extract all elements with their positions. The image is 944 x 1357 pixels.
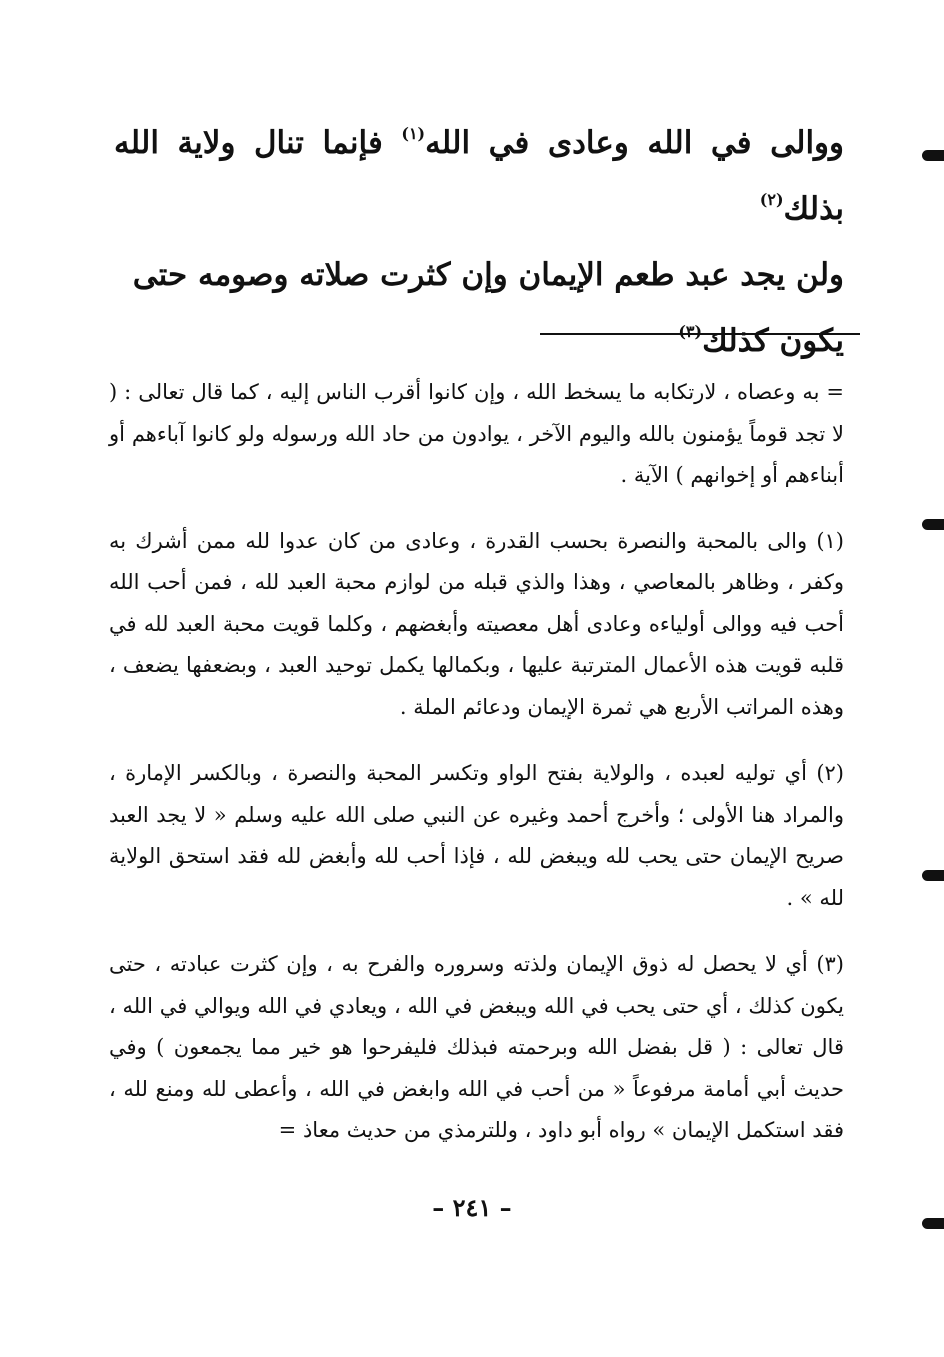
scan-edge-mark bbox=[922, 1218, 944, 1229]
footnote-separator bbox=[540, 333, 860, 335]
main-text-line-2: ولن يجد عبد طعم الإيمان وإن كثرت صلاته وصومه حتى bbox=[132, 257, 844, 293]
footnote-number: (٣) bbox=[816, 952, 844, 976]
main-text-segment: فإنما تنال ولاية الله بذلك bbox=[114, 125, 844, 227]
page-number: – ٢٤١ – bbox=[432, 1193, 512, 1222]
footnote-ref-3: (٣) bbox=[678, 322, 703, 341]
footnotes-section bbox=[109, 372, 844, 1177]
footnote-continuation: = به وعصاه ، لارتكابه ما يسخط الله ، وإن كانوا أقرب الناس إليه ، كما قال تعالى : ( لا تجد قوماً يؤمنون بالله واليوم الآخر ، يوادون من حاد الله ورسوله ولو كانوا آباءهم أو أبناءهم أو إخوانهم ) الآية . bbox=[109, 380, 844, 487]
main-text-line-3 bbox=[114, 308, 844, 374]
scan-edge-mark bbox=[922, 150, 944, 161]
scan-edge-mark bbox=[922, 519, 944, 530]
footnote-ref-2: (٢) bbox=[759, 190, 784, 209]
footnote-ref-1: (١) bbox=[401, 124, 426, 143]
footnote-number: (٢) bbox=[816, 761, 844, 785]
footnote-text: أي توليه لعبده ، والولاية بفتح الواو وتكسر المحبة والنصرة ، وبالكسر الإمارة ، والمراد هنا الأولى ؛ وأخرج أحمد وغيره عن النبي صلى الله عليه وسلم « لا يجد العبد صريح الإيمان حتى يحب لله ويبغض لله ، فإذا أحب لله وأبغض لله فقد استحق الولاية لله » . bbox=[109, 761, 844, 910]
footnote-2 bbox=[109, 753, 844, 919]
main-text-line-1 bbox=[114, 110, 844, 242]
main-text-segment: يكون كذلك bbox=[702, 323, 844, 359]
scan-edge-mark bbox=[922, 870, 944, 881]
footnote-number: (١) bbox=[816, 528, 844, 553]
footnote-text: أي لا يحصل له ذوق الإيمان ولذته وسروره والفرح به ، وإن كثرت عبادته ، حتى يكون كذلك ، أي حتى يحب في الله ويبغض في الله ، ويعادي في الله ويوالي في الله ، قال تعالى : ( قل بفضل الله وبرحمته فبذلك فليفرحوا هو خير مما يجمعون ) وفي حديث أبي أمامة مرفوعاً « من أحب في الله وابغض في الله ، وأعطى لله ومنع لله ، فقد استكمل الإيمان » رواه أبو داود ، وللترمذي من حديث معاذ = bbox=[109, 952, 844, 1142]
footnote-1 bbox=[109, 521, 844, 729]
footnote-text: والى بالمحبة والنصرة بحسب القدرة ، وعادى من كان عدوا لله ممن أشرك به وكفر ، وظاهر بالمعاصي ، وهذا والذي قبله من لوازم محبة العبد لله ، فمن أحب الله أحب فيه ووالى أولياءه وعادى أهل معصيته وأبغضهم ، وكلما قويت محبة العبد لله في قلبه قويت هذه الأعمال المترتبة عليها ، وبكمالها يكمل توحيد العبد ، وبضعفها يضعف ، وهذه المراتب الأربع هي ثمرة الإيمان ودعائم الملة . bbox=[109, 528, 844, 719]
footnote-3 bbox=[109, 944, 844, 1152]
main-text-segment: ووالى في الله وعادى في الله bbox=[425, 125, 844, 161]
